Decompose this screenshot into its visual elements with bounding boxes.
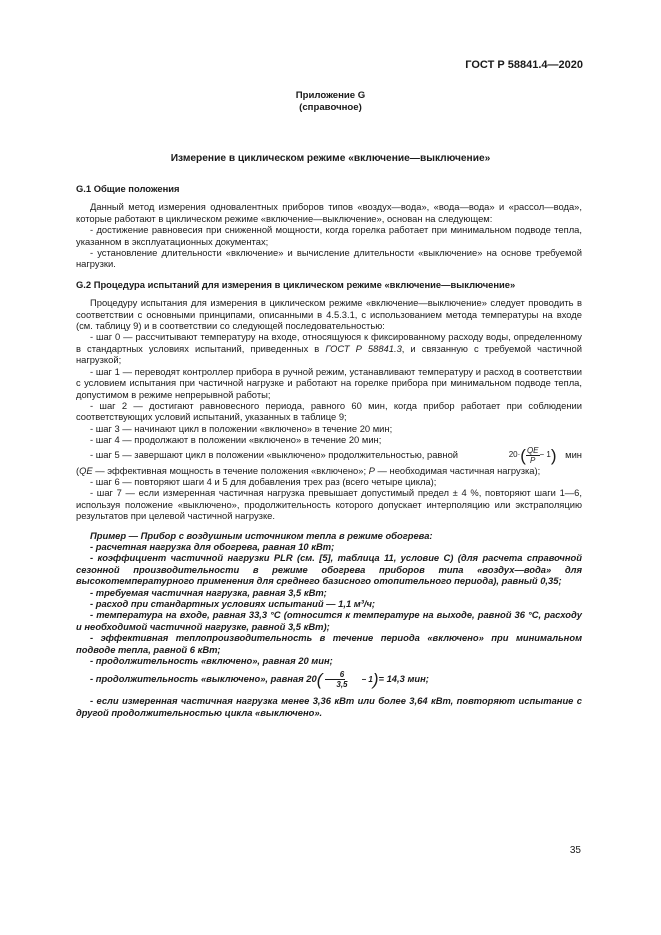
formula-unit: мин;: [407, 673, 429, 685]
step-5-note: [76, 465, 582, 476]
step-6: - шаг 6 — повторяют шаги 4 и 5 для добавления трех раз (всего четыре цикла);: [90, 475, 437, 487]
step-1: - шаг 1 — переводят контроллер прибора в ручной режим, устанавливают температуру и расход в соответствии с условием испытания при частичной нагрузке и работают на горелке прибора при минимальном подводе тепла, допустимом в режиме непрерывной работы;: [76, 365, 582, 400]
section-g1-heading: G.1 Общие положения: [76, 183, 180, 194]
example-line: - коэффициент частичной нагрузки PLR (см. [5], таблица 11, условие С) (для расчета справочной сезонной производительности в режиме обогрева приборов типа «воздух—вода» для высокотемпературного применения для среднего базисного отопительного периода), равный 0,35;: [76, 552, 582, 587]
example-last-line: - если измеренная частичная нагрузка менее 3,36 кВт или более 3,64 кВт, повторяют испытание с другой продолжительностью цикла «выключено».: [76, 695, 582, 718]
example-off-duration: - продолжительность «выключено», равная 20( $\frac{6}{3,5}$ − 1)= 14,3 мин;: [90, 670, 429, 690]
example-block: [76, 530, 582, 719]
formula-unit: мин: [565, 448, 582, 460]
document-body: [76, 183, 582, 718]
example-line: - температура на входе, равная 33,3 °С (относится к температуре на выходе, равной 36 °С, расходу и необходимой частичной нагрузке, равной 3,5 кВт);: [76, 609, 582, 632]
step-3: - шаг 3 — начинают цикл в положении «включено» в течение 20 мин;: [90, 422, 393, 434]
example-line: Пример — Прибор с воздушным источником тепла в режиме обогрева:: [90, 529, 433, 541]
note-text: — эффективная мощность в течение положения «включено»;: [92, 464, 369, 476]
g1-intro: Данный метод измерения одновалентных приборов типов «воздух—вода», «вода—вода» и «рассол—вода», которые работают в циклическом режиме «включение—выключение», основан на следующем:: [76, 201, 582, 224]
example-line: - требуемая частичная нагрузка, равная 3,5 кВт;: [90, 586, 327, 598]
example-line: - расход при стандартных условиях испытаний — 1,1 м³/ч;: [90, 598, 376, 609]
step-5-formula: 20·( $\frac{QE}{P}$ − 1) мин: [508, 445, 582, 465]
formula-denominator: P: [530, 455, 536, 465]
formula-numerator: QE: [526, 445, 539, 455]
section-g2-heading: G.2 Процедура испытаний для измерения в циклическом режиме «включение—выключение»: [76, 278, 516, 290]
formula-coefficient: 20: [508, 450, 518, 460]
standard-number: ГОСТ Р 58841.4—2020: [465, 59, 583, 71]
formula-minus: − 1: [539, 450, 551, 460]
example-line: - эффективная теплопроизводительность в течение периода «включено» при минимальном подводе тепла, равной 6 кВт;: [76, 632, 582, 655]
formula-fraction: [322, 670, 347, 689]
step-5: [76, 446, 582, 465]
step-0-text: - шаг 0 — рассчитывают температуру на входе, относящуюся к фиксированному расходу воды, определенному в стандартных условиях испытаний, приведенных в: [76, 331, 582, 354]
step-0-text-end: , и связанную с требуемой частичной нагрузкой;: [76, 342, 582, 366]
off-duration-text: - продолжительность «выключено», равная: [90, 673, 304, 685]
step-7: - шаг 7 — если измеренная частичная нагрузка превышает допустимый предел ± 4 %, повторяют шаги 1—6, используя положение «выключено», продолжительность которого допускает интерполяцию или экстраполяцию результатов при целевой частичной нагрузке.: [76, 487, 582, 522]
g2-intro: Процедуру испытания для измерения в циклическом режиме «включение—выключение» следует проводить в соответствии с основными принципами, описанными в 4.5.3.1, с использованием метода температуры на входе (см. таблицу 9) и в соответствии со следующей последовательностью:: [76, 297, 582, 332]
annex-subtitle: (справочное): [299, 102, 362, 113]
note-text-end: — необходимая частичная нагрузка);: [374, 464, 541, 476]
standard-reference: ГОСТ Р 58841.3: [325, 342, 402, 354]
note-open: (: [76, 464, 80, 476]
page-number: 35: [569, 845, 581, 856]
example-line: - продолжительность «включено», равная 20 мин;: [90, 655, 333, 667]
step-0: [76, 331, 582, 365]
formula-result: = 14,3: [378, 673, 405, 685]
formula-minus: − 1: [361, 675, 373, 685]
example-line: - расчетная нагрузка для обогрева, равная 10 кВт;: [90, 540, 335, 552]
step-2: - шаг 2 — достигают равновесного периода, равного 60 мин, когда прибор работает при соблюдении соответствующих условий испытаний, указанных в таблице 9;: [76, 399, 582, 423]
g1-item: - установление длительности «включение» и вычисление длительности «выключение» на основе требуемой нагрузки.: [76, 247, 582, 270]
g1-item: - достижение равновесия при сниженной мощности, когда горелка работает при минимальном подводе тепла, указанном в эксплуатационных документах;: [76, 224, 582, 247]
annex-main-title: Измерение в циклическом режиме «включение—выключение»: [170, 153, 491, 164]
annex-title: Приложение G: [295, 90, 366, 101]
symbol-qe: QE: [79, 464, 93, 476]
formula-dot: ·: [517, 450, 521, 460]
formula-coefficient: 20: [306, 673, 317, 685]
symbol-p: P: [368, 464, 375, 476]
formula-numerator: 6: [325, 670, 345, 680]
step-5-text: - шаг 5 — завершают цикл в положении «выключено» продолжительностью, равной: [90, 449, 459, 461]
formula-fraction: [526, 446, 540, 465]
step-4: - шаг 4 — продолжают в положении «включено» в течение 20 мин;: [90, 434, 382, 446]
annex-heading: [0, 90, 661, 114]
formula-denominator: 3,5: [336, 680, 348, 690]
